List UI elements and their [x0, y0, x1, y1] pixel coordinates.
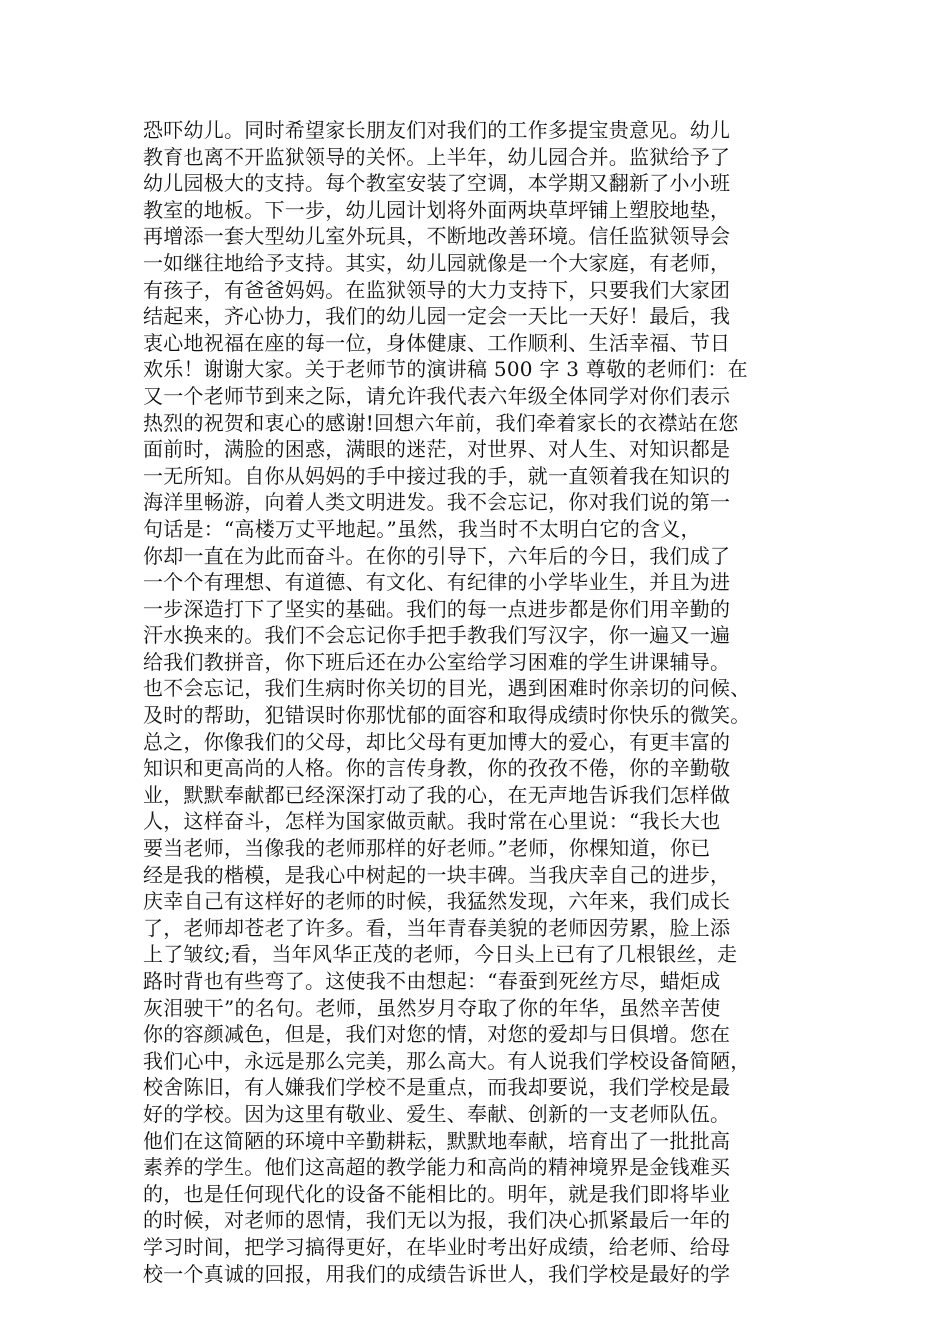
body-text	[143, 117, 833, 1287]
text-line: 再增添一套大型幼儿室外玩具，不断地改善环境。信任监狱领导会	[143, 224, 731, 249]
text-line: 海洋里畅游，向着人类文明进发。我不会忘记，你对我们说的第一	[143, 490, 731, 515]
text-line: 你的容颜减色，但是，我们对您的情，对您的爱却与日俱增。您在	[143, 1022, 731, 1047]
text-line: 素养的学生。他们这高超的教学能力和高尚的精神境界是金钱难买	[143, 1155, 731, 1180]
text-line: 我们心中，永远是那么完美，那么高大。有人说我们学校设备简陋，	[143, 1048, 751, 1073]
text-line: 热烈的祝贺和衷心的感谢!回想六年前，我们牵着家长的衣襟站在您	[143, 410, 739, 435]
text-line: 欢乐！谢谢大家。关于老师节的演讲稿 500 字 3 尊敬的老师们：在	[143, 357, 748, 382]
text-line: 校舍陈旧，有人嫌我们学校不是重点，而我却要说，我们学校是最	[143, 1075, 731, 1100]
text-line: 幼儿园极大的支持。每个教室安装了空调，本学期又翻新了小小班	[143, 171, 731, 196]
text-line: 好的学校。因为这里有敬业、爱生、奉献、创新的一支老师队伍。	[143, 1101, 731, 1126]
text-line: 庆幸自己有这样好的老师的时候，我猛然发现，六年来，我们成长	[143, 889, 731, 914]
text-line: 校一个真诚的回报，用我们的成绩告诉世人，我们学校是最好的学	[143, 1261, 731, 1286]
text-line: 一如继往地给予支持。其实，幼儿园就像是一个大家庭，有老师，	[143, 250, 731, 275]
text-line: 了，老师却苍老了许多。看，当年青春美貌的老师因劳累，脸上添	[143, 915, 731, 940]
text-line: 结起来，齐心协力，我们的幼儿园一定会一天比一天好！最后，我	[143, 304, 731, 329]
text-line: 汗水换来的。我们不会忘记你手把手教我们写汉字，你一遍又一遍	[143, 623, 731, 648]
text-line: 知识和更高尚的人格。你的言传身教，你的孜孜不倦，你的辛勤敬	[143, 756, 731, 781]
text-line: 恐吓幼儿。同时希望家长朋友们对我们的工作多提宝贵意见。幼儿	[143, 118, 731, 142]
text-line: 灰泪驶干”的名句。老师，虽然岁月夺取了你的年华，虽然辛苦使	[143, 995, 721, 1020]
text-line: 也不会忘记，我们生病时你关切的目光，遇到困难时你亲切的问候、	[143, 676, 751, 701]
text-line: 他们在这简陋的环境中辛勤耕耘，默默地奉献，培育出了一批批高	[143, 1128, 731, 1153]
text-line: 教室的地板。下一步，幼儿园计划将外面两块草坪铺上塑胶地垫，	[143, 197, 731, 222]
text-line: 及时的帮助，犯错误时你那忧郁的面容和取得成绩时你快乐的微笑。	[143, 703, 751, 728]
text-line: 教育也离不开监狱领导的关怀。上半年，幼儿园合并。监狱给予了	[143, 144, 731, 169]
text-line: 业，默默奉献都已经深深打动了我的心，在无声地告诉我们怎样做	[143, 782, 731, 807]
text-line: 面前时，满脸的困惑，满眼的迷茫，对世界、对人生、对知识都是	[143, 437, 731, 462]
text-line: 你却一直在为此而奋斗。在你的引导下，六年后的今日，我们成了	[143, 543, 731, 568]
text-line: 有孩子，有爸爸妈妈。在监狱领导的大力支持下，只要我们大家团	[143, 277, 731, 302]
text-line: 经是我的楷模，是我心中树起的一块丰碑。当我庆幸自己的进步，	[143, 862, 731, 887]
text-line: 总之，你像我们的父母，却比父母有更加博大的爱心，有更丰富的	[143, 729, 731, 754]
text-line: 人，这样奋斗，怎样为国家做贡献。我时常在心里说：“我长大也	[143, 809, 721, 834]
text-line: 要当老师，当像我的老师那样的好老师。”老师，你棵知道，你已	[143, 836, 711, 861]
text-line: 路时背也有些弯了。这使我不由想起：“春蚕到死丝方尽，蜡炬成	[143, 969, 721, 993]
text-line: 的，也是任何现代化的设备不能相比的。明年，就是我们即将毕业	[143, 1181, 731, 1206]
text-line: 句话是：“高楼万丈平地起。”虽然，我当时不太明白它的含义，	[143, 516, 701, 541]
text-line: 给我们教拼音，你下班后还在办公室给学习困难的学生讲课辅导。	[143, 649, 731, 674]
text-line: 又一个老师节到来之际，请允许我代表六年级全体同学对你们表示	[143, 383, 731, 408]
text-line: 一步深造打下了坚实的基础。我们的每一点进步都是你们用辛勤的	[143, 596, 731, 621]
text-line: 上了皱纹;看，当年风华正茂的老师，今日头上已有了几根银丝，走	[143, 942, 738, 967]
text-line: 学习时间，把学习搞得更好，在毕业时考出好成绩，给老师、给母	[143, 1234, 731, 1259]
text-line: 一个个有理想、有道德、有文化、有纪律的小学毕业生，并且为进	[143, 570, 731, 595]
text-line: 一无所知。自你从妈妈的手中接过我的手，就一直领着我在知识的	[143, 463, 731, 488]
text-line: 衷心地祝福在座的每一位，身体健康、工作顺利、生活幸福、节日	[143, 330, 731, 355]
text-line: 的时候，对老师的恩情，我们无以为报，我们决心抓紧最后一年的	[143, 1208, 731, 1233]
